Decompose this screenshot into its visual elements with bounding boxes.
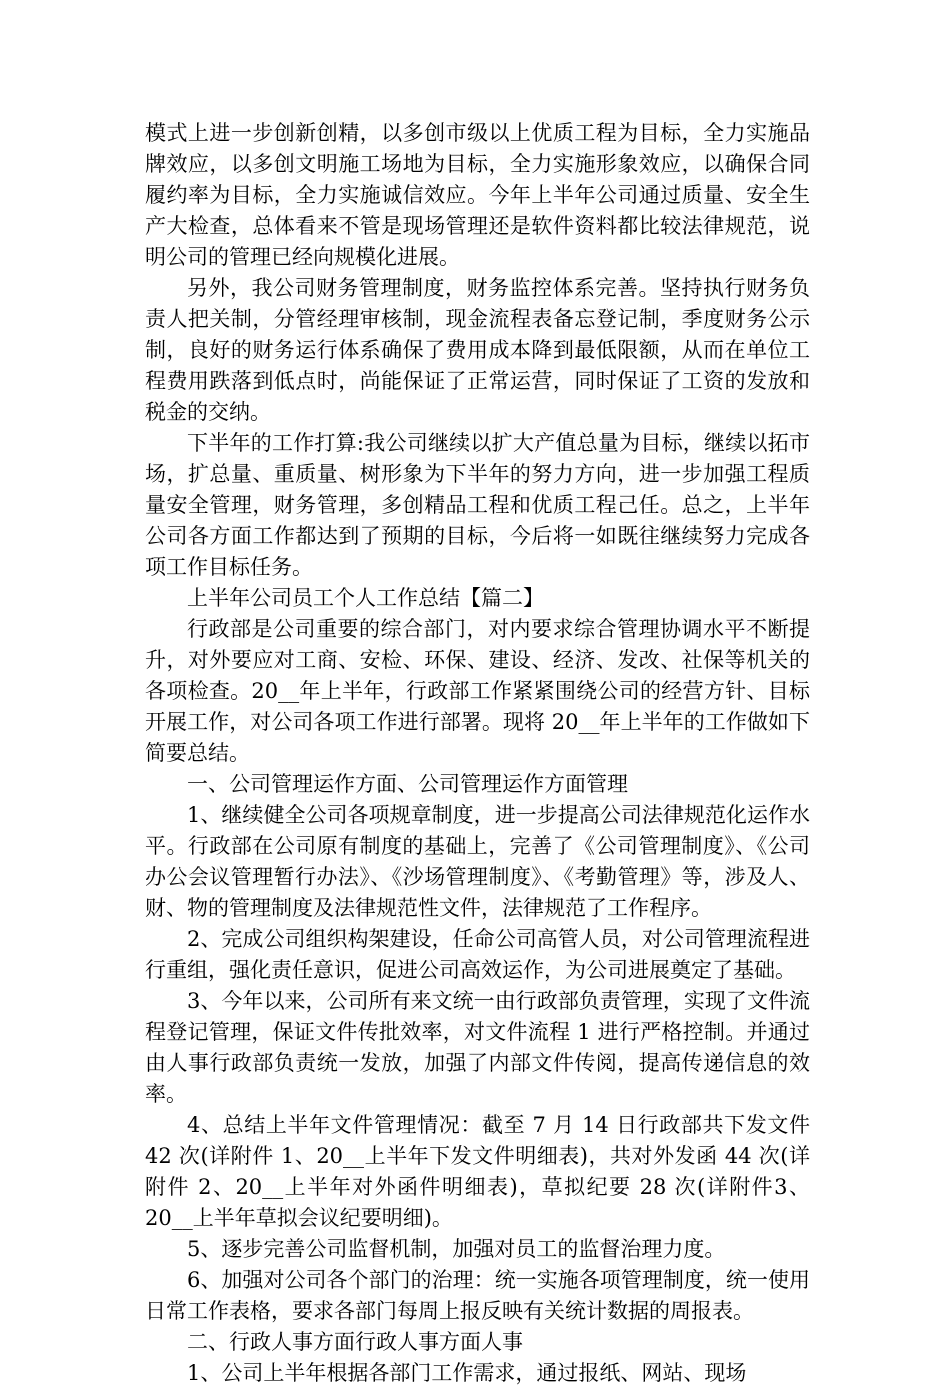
paragraph-9: 5、逐步完善公司监督机制，加强对员工的监督治理力度。 <box>187 1237 726 1261</box>
document-page <box>145 118 810 1389</box>
paragraph-11: 1、公司上半年根据各部门工作需求，通过报纸、网站、现场 <box>187 1361 747 1385</box>
heading-1: 一、公司管理运作方面、公司管理运作方面管理 <box>187 772 628 796</box>
paragraph-8: 4、总结上半年文件管理情况：截至 7 月 14 日行政部共下发文件 42 次(详附件 1、20__上半年下发文件明细表)，共对外发函 44 次(详附件 2、20__上半年对外函件明细表)，草拟纪要 28 次(详附件3、20__上半年草拟会议纪要明细)。 <box>145 1113 810 1230</box>
paragraph-3: 下半年的工作打算:我公司继续以扩大产值总量为目标，继续以拓市场，扩总量、重质量、树形象为下半年的努力方向，进一步加强工程质量安全管理，财务管理，多创精品工程和优质工程己任。总之，上半年公司各方面工作都达到了预期的目标，今后将一如既往继续努力完成各项工作目标任务。 <box>145 431 810 579</box>
paragraph-4: 行政部是公司重要的综合部门，对内要求综合管理协调水平不断提升，对外要应对工商、安检、环保、建设、经济、发改、社保等机关的各项检查。20__年上半年，行政部工作紧紧围绕公司的经营方针、目标开展工作，对公司各项工作进行部署。现将 20__年上半年的工作做如下简要总结。 <box>145 617 810 765</box>
paragraph-2: 另外，我公司财务管理制度，财务监控体系完善。坚持执行财务负责人把关制，分管经理审核制，现金流程表备忘登记制，季度财务公示制，良好的财务运行体系确保了费用成本降到最低限额，从而在单位工程费用跌落到低点时，尚能保证了正常运营，同时保证了工资的发放和税金的交纳。 <box>145 276 810 424</box>
paragraph-10: 6、加强对公司各个部门的治理：统一实施各项管理制度，统一使用日常工作表格，要求各部门每周上报反映有关统计数据的周报表。 <box>145 1268 810 1323</box>
section-title: 上半年公司员工个人工作总结【篇二】 <box>187 586 544 610</box>
paragraph-5: 1、继续健全公司各项规章制度，进一步提高公司法律规范化运作水平。行政部在公司原有制度的基础上，完善了《公司管理制度》、《公司办公会议管理暂行办法》、《沙场管理制度》、《考勤管理》等，涉及人、财、物的管理制度及法律规范性文件，法律规范了工作程序。 <box>145 803 810 920</box>
paragraph-1: 模式上进一步创新创精，以多创市级以上优质工程为目标，全力实施品牌效应，以多创文明施工场地为目标，全力实施形象效应，以确保合同履约率为目标，全力实施诚信效应。今年上半年公司通过质量、安全生产大检查，总体看来不管是现场管理还是软件资料都比较法律规范，说明公司的管理已经向规模化进展。 <box>145 121 810 269</box>
paragraph-7: 3、今年以来，公司所有来文统一由行政部负责管理，实现了文件流程登记管理，保证文件传批效率，对文件流程 1 进行严格控制。并通过由人事行政部负责统一发放，加强了内部文件传阅，提高传递信息的效率。 <box>145 989 810 1106</box>
heading-2: 二、行政人事方面行政人事方面人事 <box>187 1330 523 1354</box>
paragraph-6: 2、完成公司组织构架建设，任命公司高管人员，对公司管理流程进行重组，强化责任意识，促进公司高效运作，为公司进展奠定了基础。 <box>145 927 810 982</box>
